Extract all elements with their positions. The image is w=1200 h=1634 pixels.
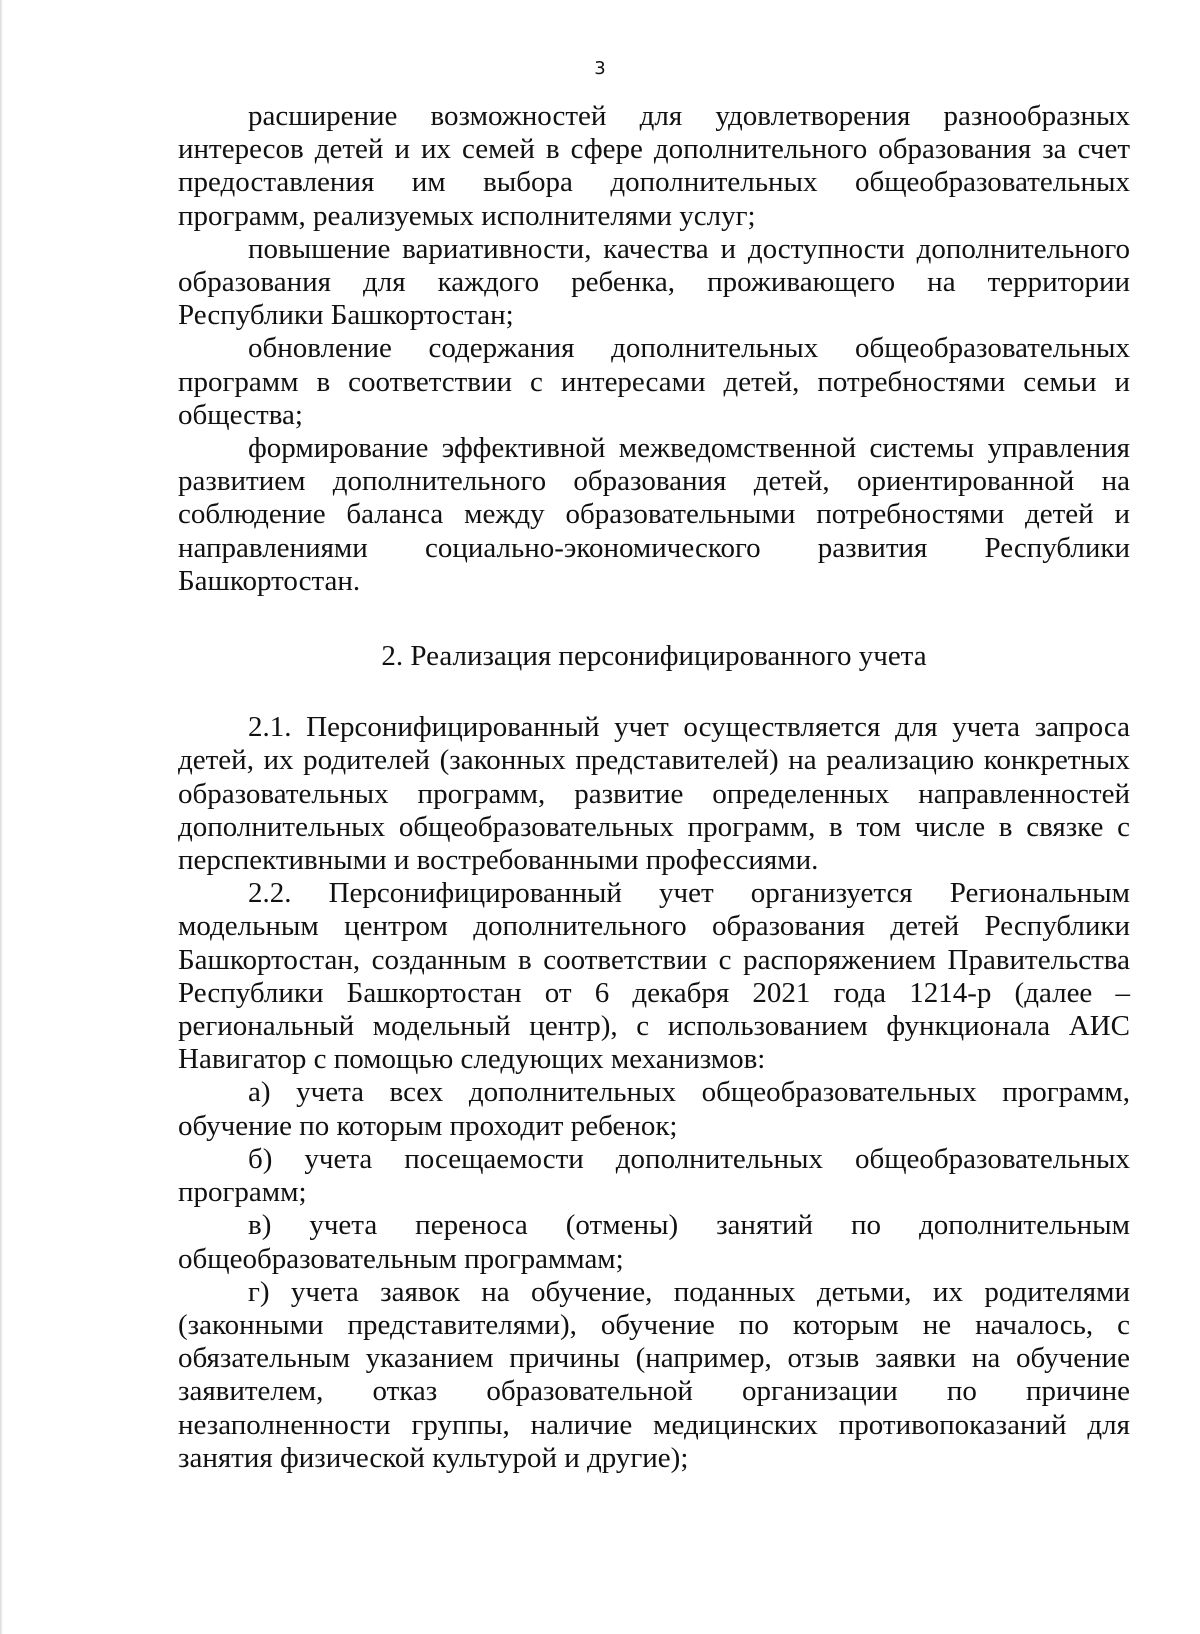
list-item-a: а) учета всех дополнительных общеобразовательных программ, обучение по которым проходит ребенок; — [178, 1076, 1130, 1142]
list-item-b: б) учета посещаемости дополнительных общеобразовательных программ; — [178, 1142, 1130, 1209]
paragraph-intro-1: расширение возможностей для удовлетворения разнообразных интересов детей и их семей в сфере дополнительного образования за счет предоставления им выбора дополнительных общеобразовательных программ, реализуемых исполнителями услуг; — [178, 100, 1130, 232]
section-heading: 2. Реализация персонифицированного учета — [381, 640, 927, 673]
page-number: 3 — [594, 58, 606, 79]
paragraph-2-1: 2.1. Персонифицированный учет осуществляется для учета запроса детей, их родителей (законных представителей) на реализацию конкретных образовательных программ, развитие определенных направленностей дополнительных общеобразовательных программ, в том числе в связке с перспективными и востребованными профессиями. — [178, 711, 1130, 877]
document-body — [178, 100, 1130, 1475]
paragraph-2-2: 2.2. Персонифицированный учет организуется Региональным модельным центром дополнительного образования детей Республики Башкортостан, созданным в соответствии с распоряжением Правительства Республики Башкортостан от 6 декабря 2021 года 1214-р (далее – региональный модельный центр), с использованием функционала АИС Навигатор с помощью следующих механизмов: — [178, 877, 1130, 1076]
heading-spacer-top — [178, 598, 1130, 640]
scan-edge — [0, 0, 3, 1634]
list-item-g: г) учета заявок на обучение, поданных детьми, их родителями (законными представителями), обучение по которым не началось, с обязательным указанием причины (например, отзыв заявки на обучение заявителем, отказ образовательной организации по причине незаполненности группы, наличие медицинских противопоказаний для занятия физической культурой и другие); — [178, 1275, 1130, 1474]
heading-spacer-bottom — [178, 673, 1130, 711]
paragraph-intro-4: формирование эффективной межведомственной системы управления развитием дополнительного образования детей, ориентированной на соблюдение баланса между образовательными потребностями детей и направлениями социально-экономического развития Республики Башкортостан. — [178, 432, 1130, 597]
paragraph-intro-3: обновление содержания дополнительных общеобразовательных программ в соответствии с интересами детей, потребностями семьи и общества; — [178, 332, 1130, 431]
list-item-v: в) учета переноса (отмены) занятий по дополнительным общеобразовательным программам; — [178, 1209, 1130, 1275]
paragraph-intro-2: повышение вариативности, качества и доступности дополнительного образования для каждого ребенка, проживающего на территории Республики Башкортостан; — [178, 232, 1130, 332]
